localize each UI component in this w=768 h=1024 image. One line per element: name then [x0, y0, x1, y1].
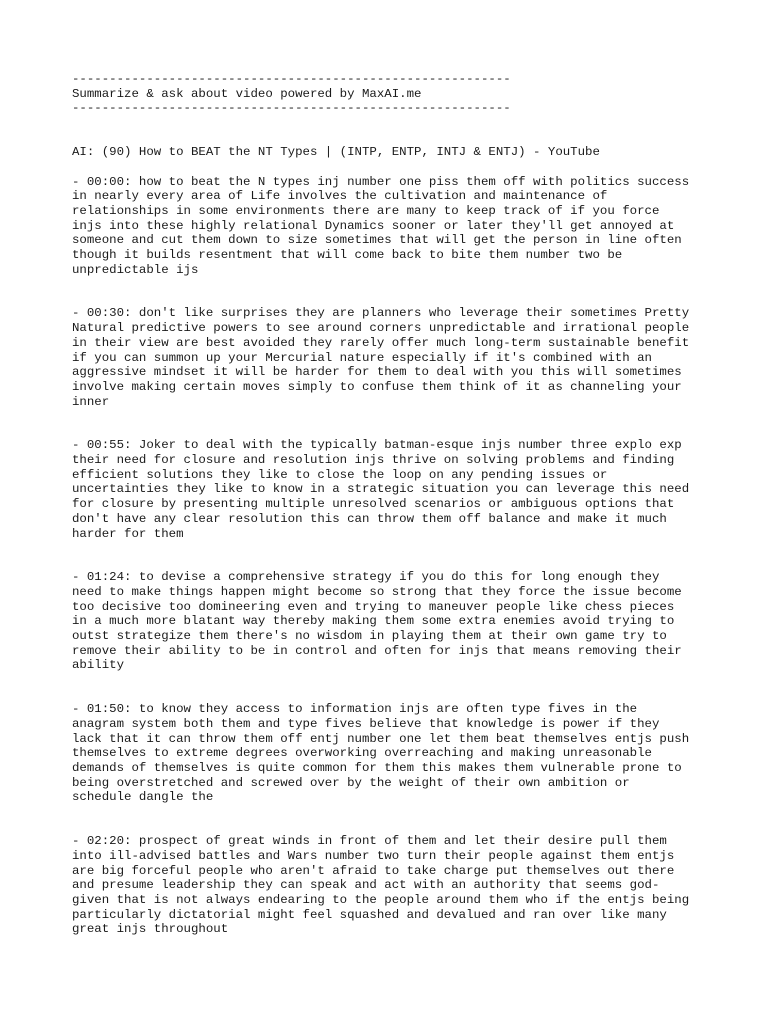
summary-line: Natural predictive powers to see around corners unpredictable and irrational people: [72, 321, 690, 336]
summary-line: particularly dictatorial might feel squashed and devalued and ran over like many: [72, 907, 667, 922]
summary-line: if you can summon up your Mercurial nature especially if it's combined with an: [72, 350, 652, 365]
summary-line: unpredictable ijs: [72, 262, 199, 277]
summary-line: into ill-advised battles and Wars number two turn their people against them entjs: [72, 848, 675, 863]
summary-line: aggressive mindset it will be harder for them to deal with you this will sometimes: [72, 365, 682, 380]
summary-line: in nearly every area of Life involves the cultivation and maintenance of: [72, 189, 608, 204]
summary-line: demands of themselves is quite common for them this makes them vulnerable prone to: [72, 761, 682, 775]
summary-line: - 00:00: how to beat the N types inj number one piss them off with politics success: [72, 174, 690, 189]
summary-line: in their view are best avoided they rarely offer much long-term sustainable benefit: [72, 335, 690, 350]
summary-entry: [72, 175, 712, 278]
summary-line: though it builds resentment that will come back to bite them number two be: [72, 248, 623, 263]
summary-entries: [72, 175, 712, 938]
summary-entry: [72, 834, 712, 937]
summary-line: their need for closure and resolution injs thrive on solving problems and finding: [72, 453, 675, 468]
summary-line: outst strategize them there's no wisdom in playing them at their own game try to: [72, 629, 667, 644]
summary-entry: [72, 570, 712, 673]
summary-line: too decisive too domineering even and trying to maneuver people like chess pieces: [72, 599, 675, 614]
summary-line: anagram system both them and type fives believe that knowledge is power if they: [72, 716, 660, 731]
summary-line: need to make things happen might become so strong that they force the issue become: [72, 584, 682, 599]
document-page: [72, 72, 712, 937]
summary-line: - 00:30: don't like surprises they are planners who leverage their sometimes Pretty: [72, 306, 690, 321]
summary-line: - 00:55: Joker to deal with the typically batman-esque injs number three explo exp: [72, 438, 682, 453]
summary-line: given that is not always endearing to the people around them who if the entjs being: [72, 892, 690, 907]
summary-line: injs into these highly relational Dynamics sooner or later they'll get annoyed at: [72, 218, 675, 233]
summary-line: don't have any clear resolution this can throw them off balance and make it much: [72, 511, 667, 526]
summary-line: remove their ability to be in control and often for injs that means removing their: [72, 643, 682, 658]
summary-line: - 02:20: prospect of great winds in front of them and let their desire pull them: [72, 834, 667, 849]
summary-entry: [72, 306, 712, 409]
summary-line: great injs throughout: [72, 922, 229, 937]
summary-line: being overstretched and screwed over by the weight of their own ambition or: [72, 775, 630, 790]
summary-line: someone and cut them down to size sometimes that will get the person in line often: [72, 233, 682, 248]
summary-line: involve making certain moves simply to confuse them think of it as channeling your: [72, 379, 682, 394]
video-title-text: AI: (90) How to BEAT the NT Types | (INTP, ENTP, INTJ & ENTJ) - YouTube: [72, 145, 600, 160]
summary-line: ability: [72, 658, 125, 673]
summary-entry: [72, 438, 712, 541]
summary-line: in a much more blatant way thereby making them some extra enemies avoid trying to: [72, 614, 675, 629]
summary-line: are big forceful people who aren't afraid to take charge put themselves out there: [72, 863, 675, 878]
header-rule-bottom: -----------------------------------------------------------: [72, 101, 511, 116]
summary-line: harder for them: [72, 526, 184, 541]
summary-line: schedule dangle the: [72, 790, 214, 805]
summary-line: uncertainties they like to know in a strategic situation you can leverage this need: [72, 482, 690, 497]
summary-line: themselves to extreme degrees overworking overreaching and making unreasonable: [72, 746, 652, 761]
summary-line: - 01:50: to know they access to information injs are often type fives in the: [72, 702, 638, 717]
video-title: [72, 145, 712, 160]
summary-entry: [72, 702, 712, 805]
header-rule-top: -----------------------------------------------------------: [72, 72, 511, 86]
header-caption: Summarize & ask about video powered by MaxAI.me: [72, 86, 422, 101]
summary-line: lack that it can throw them off entj number one let them beat themselves entjs push: [72, 731, 690, 746]
summary-line: inner: [72, 394, 110, 409]
header-block: [72, 72, 712, 116]
summary-line: relationships in some environments there are many to keep track of if you force: [72, 203, 660, 218]
summary-line: efficient solutions they like to close the loop on any pending issues or: [72, 467, 608, 482]
summary-line: - 01:24: to devise a comprehensive strategy if you do this for long enough they: [72, 570, 660, 585]
summary-line: for closure by presenting multiple unresolved scenarios or ambiguous options that: [72, 497, 675, 512]
summary-line: and presume leadership they can speak and act with an authority that seems god-: [72, 878, 660, 893]
